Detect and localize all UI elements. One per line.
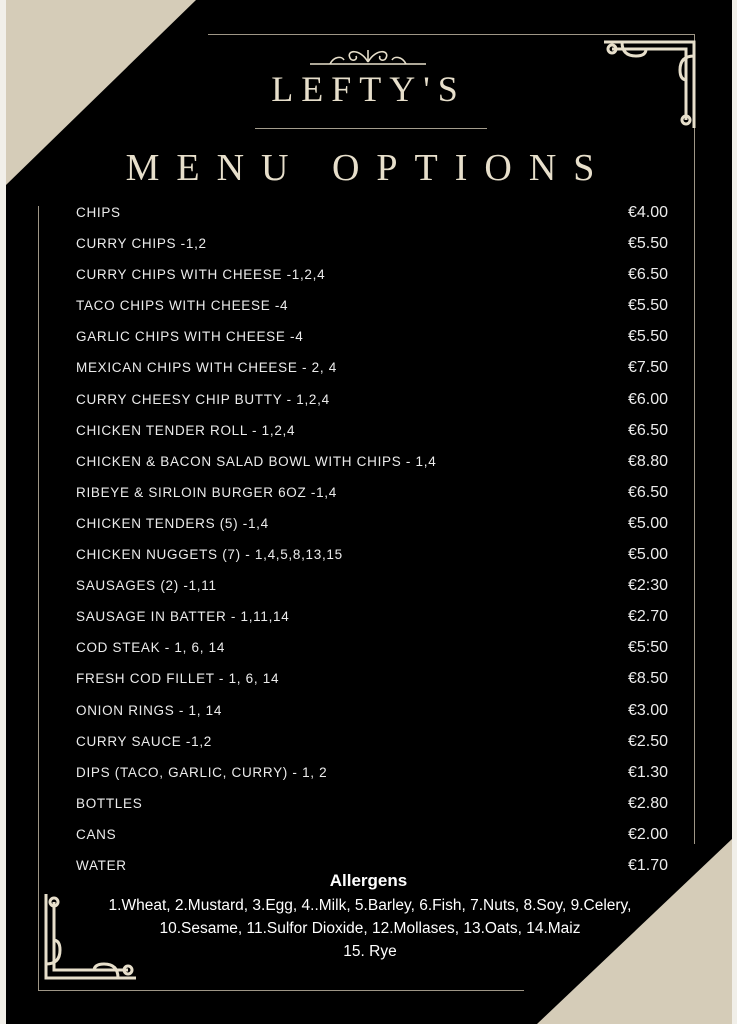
menu-item-chip-butty xyxy=(76,388,672,419)
menu-item-chicken-tenders xyxy=(76,512,672,543)
item-price: €6.50 xyxy=(627,483,668,501)
menu-item-curry-chips-cheese xyxy=(76,263,672,294)
page-title: MENU OPTIONS xyxy=(125,147,612,189)
item-name: CURRY CHEESY CHIP BUTTY - 1,2,4 xyxy=(76,391,330,407)
item-price: €8.80 xyxy=(627,452,668,470)
allergens-line-3: 15. Rye xyxy=(343,943,397,960)
menu-item-sausage-batter xyxy=(76,605,672,636)
flourish-ornament-icon xyxy=(308,44,428,70)
item-price: €4.00 xyxy=(627,204,668,221)
allergens-line-1: 1.Wheat, 2.Mustard, 3.Egg, 4..Milk, 5.Barley, 6.Fish, 7.Nuts, 8.Soy, 9.Celery, xyxy=(108,897,632,914)
menu-item-dips xyxy=(76,761,672,792)
menu-item-curry-chips xyxy=(76,232,672,263)
menu-item-onion-rings xyxy=(76,699,672,730)
item-name: DIPS (TACO, GARLIC, CURRY) - 1, 2 xyxy=(76,764,328,780)
menu-item-curry-sauce xyxy=(76,730,672,761)
menu-item-chicken-nuggets xyxy=(76,543,672,574)
item-name: SAUSAGES (2) -1,11 xyxy=(76,578,217,594)
menu-item-taco-chips xyxy=(76,294,672,325)
item-price: €6.50 xyxy=(627,421,668,439)
item-price: €2:30 xyxy=(627,577,668,595)
menu-item-cans xyxy=(76,823,672,854)
item-name: CURRY SAUCE -1,2 xyxy=(76,733,212,749)
item-name: FRESH COD FILLET - 1, 6, 14 xyxy=(76,671,280,687)
header-divider xyxy=(255,128,487,129)
item-price: €7.50 xyxy=(627,359,668,377)
item-price: €3.00 xyxy=(627,701,668,719)
item-price: €5.50 xyxy=(627,297,668,315)
item-name: CURRY CHIPS -1,2 xyxy=(76,236,207,252)
item-name: CANS xyxy=(76,826,117,842)
menu-item-cod-steak xyxy=(76,636,672,667)
menu-item-burger xyxy=(76,481,672,512)
menu-item-sausages xyxy=(76,574,672,605)
item-price: €5.50 xyxy=(627,328,668,346)
item-name: CHICKEN TENDERS (5) -1,4 xyxy=(76,515,269,531)
frame-line-bottom xyxy=(38,990,524,991)
item-price: €5.00 xyxy=(627,546,668,564)
item-name: MEXICAN CHIPS WITH CHEESE - 2, 4 xyxy=(76,360,337,376)
brand-name: LEFTY'S xyxy=(271,69,466,109)
item-name: TACO CHIPS WITH CHEESE -4 xyxy=(76,298,289,314)
item-price: €2.70 xyxy=(627,608,668,626)
item-price: €5:50 xyxy=(627,639,668,657)
item-name: BOTTLES xyxy=(76,795,143,811)
item-name: CHICKEN TENDER ROLL - 1,2,4 xyxy=(76,422,296,438)
menu-item-mexican-chips xyxy=(76,356,672,387)
item-price: €1.70 xyxy=(627,856,668,874)
item-price: €1.30 xyxy=(627,763,668,781)
item-name: SAUSAGE IN BATTER - 1,11,14 xyxy=(76,609,290,625)
allergens-heading: Allergens xyxy=(329,871,408,890)
item-name: ONION RINGS - 1, 14 xyxy=(76,702,223,718)
item-name: RIBEYE & SIRLOIN BURGER 6OZ -1,4 xyxy=(76,484,337,500)
item-price: €2.00 xyxy=(627,825,668,843)
item-name: GARLIC CHIPS WITH CHEESE -4 xyxy=(76,329,304,345)
menu-item-tender-roll xyxy=(76,419,672,450)
menu-item-salad-bowl xyxy=(76,450,672,481)
item-name: COD STEAK - 1, 6, 14 xyxy=(76,640,226,656)
item-name: CHIPS xyxy=(76,205,121,220)
menu-list xyxy=(76,201,672,885)
menu-item-bottles xyxy=(76,792,672,823)
item-name: WATER xyxy=(76,857,127,873)
menu-item-cod-fillet xyxy=(76,667,672,698)
item-name: CHICKEN & BACON SALAD BOWL WITH CHIPS - 1,4 xyxy=(76,453,437,469)
item-price: €6.00 xyxy=(627,390,668,408)
item-price: €6.50 xyxy=(627,266,668,284)
item-name: CHICKEN NUGGETS (7) - 1,4,5,8,13,15 xyxy=(76,547,343,563)
item-price: €2.50 xyxy=(627,732,668,750)
item-name: CURRY CHIPS WITH CHEESE -1,2,4 xyxy=(76,267,326,283)
item-price: €8.50 xyxy=(627,670,668,688)
item-price: €5.00 xyxy=(627,514,668,532)
allergens-line-2: 10.Sesame, 11.Sulfor Dioxide, 12.Mollases, 13.Oats, 14.Maiz xyxy=(159,920,581,937)
allergens-list xyxy=(60,894,680,963)
menu-item-chips xyxy=(76,201,672,232)
item-price: €5.50 xyxy=(627,235,668,253)
item-price: €2.80 xyxy=(627,794,668,812)
menu-item-garlic-chips xyxy=(76,325,672,356)
